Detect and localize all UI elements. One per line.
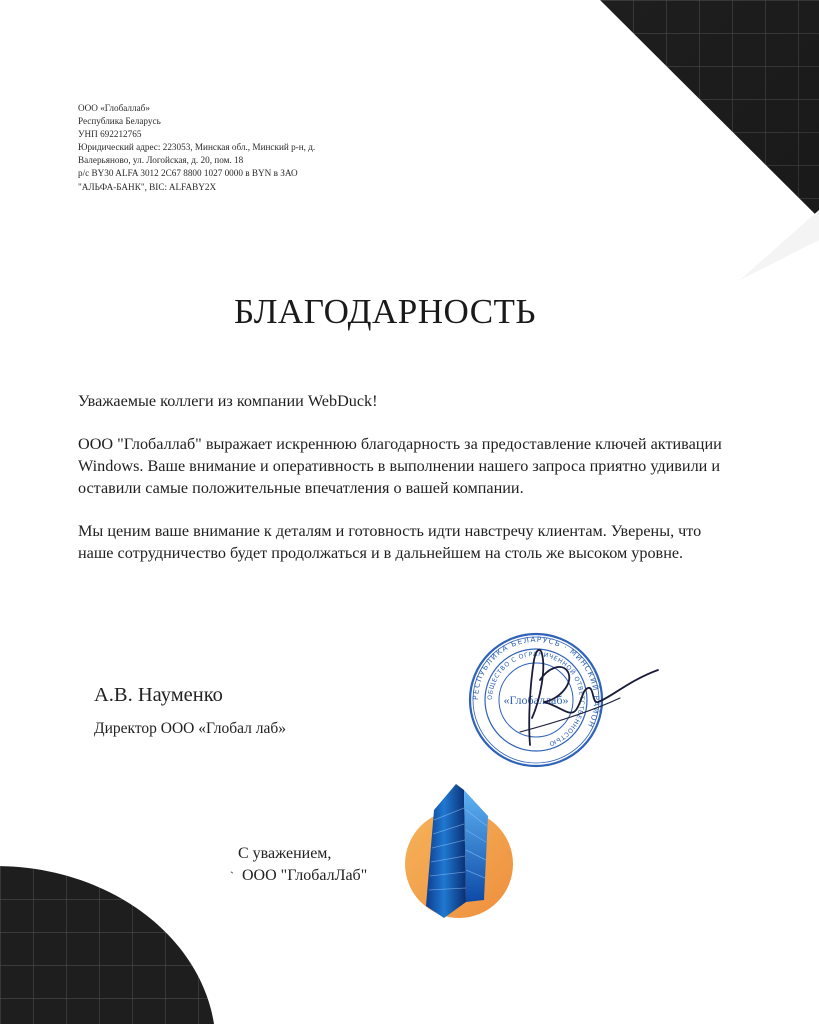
requisite-address-line2: Валерьяново, ул. Логойская, д. 20, пом. 18 xyxy=(78,155,244,166)
handwritten-signature xyxy=(470,640,660,750)
requisite-address-line1: Юридический адрес: 223053, Минская обл., Минский р-н, д. xyxy=(78,142,316,153)
signer-name: А.В. Науменко xyxy=(94,684,223,706)
closing-tick: ˋ xyxy=(230,869,234,883)
letter-paragraph-2: Мы ценим ваше внимание к деталям и готовность идти навстречу клиентам. Уверены, что наше сотрудничество будет продолжаться и в дальнейшем на столь же высоком уровне. xyxy=(78,522,702,562)
requisite-account-line1: р/с BY30 ALFA 3012 2C67 8800 1027 0000 в BYN в ЗАО xyxy=(78,168,298,179)
stamp-inner-text: ОБЩЕСТВО С ОГРАНИЧЕННОЙ ОТВЕТСТВЕННОСТЬЮ xyxy=(486,650,586,748)
requisite-country: Республика Беларусь xyxy=(78,116,161,127)
closing-line-2: ООО "ГлобалЛаб" xyxy=(242,867,368,884)
stamp-outer-text: РЕСПУБЛИКА БЕЛАРУСЬ · МИНСКИЙ РАЙОН xyxy=(470,634,602,730)
letter-greeting: Уважаемые коллеги из компании WebDuck! xyxy=(78,392,378,410)
letter-paragraph-1: ООО "Глобаллаб" выражает искреннюю благодарность за предоставление ключей активации Windows. Ваше внимание и оперативность в выполнении нашего запроса приятно удивили и оставили самые положительные впечатления о вашей компании. xyxy=(78,435,722,497)
requisite-company: ООО «Глобаллаб» xyxy=(78,103,150,113)
company-requisites xyxy=(78,102,378,194)
letter-body xyxy=(78,390,738,585)
company-logo xyxy=(404,780,520,920)
corner-shadow xyxy=(720,210,819,280)
stamp-center-text: «Глобаллаб» xyxy=(503,693,569,707)
corner-grid-top-right xyxy=(600,0,819,218)
corner-grid-bottom-left xyxy=(0,866,216,1024)
requisite-unp: УНП 692212765 xyxy=(78,129,142,140)
closing-line-2-wrapper xyxy=(230,865,367,887)
requisite-account-line2: "АЛЬФА-БАНК", BIC: ALFABY2X xyxy=(78,181,217,192)
closing-line-1: С уважением, xyxy=(238,845,332,862)
closing-block xyxy=(230,843,367,887)
document-title: БЛАГОДАРНОСТЬ xyxy=(233,292,537,331)
signer-position: Директор ООО «Глобал лаб» xyxy=(94,720,287,737)
